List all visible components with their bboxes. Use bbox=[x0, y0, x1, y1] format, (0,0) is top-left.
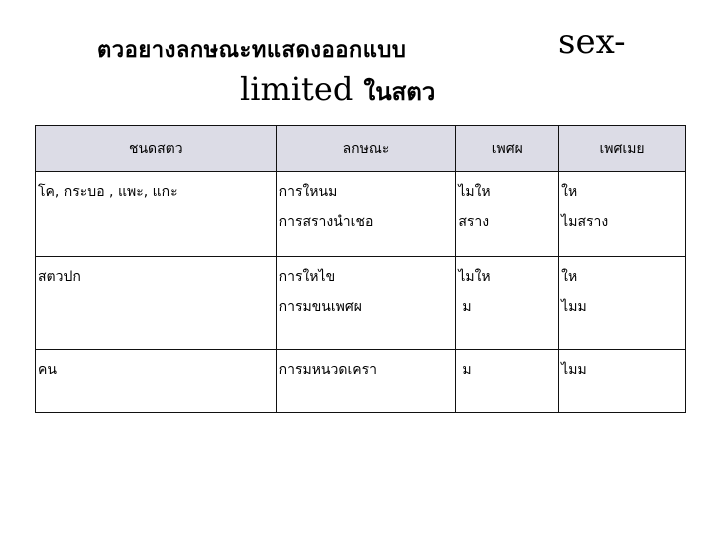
title-limited-word: limited bbox=[240, 70, 354, 108]
female-value: ไมม bbox=[561, 362, 587, 378]
male-value: สราง bbox=[458, 214, 490, 230]
trait-line: การมหนวดเครา bbox=[278, 362, 377, 378]
header-male: เพศผ bbox=[456, 126, 559, 172]
cell-trait bbox=[276, 350, 456, 413]
trait-line: การใหไข bbox=[278, 269, 336, 285]
table-row bbox=[36, 350, 686, 413]
female-value: ให bbox=[561, 184, 578, 200]
cell-animal bbox=[36, 257, 277, 350]
header-animal-type: ชนดสตว bbox=[36, 126, 277, 172]
title-line-1: ตวอยางลกษณะทแสดงออกแบบ bbox=[97, 38, 407, 63]
male-value: ไมให bbox=[458, 184, 491, 200]
male-value: ม bbox=[462, 362, 472, 378]
female-value: ให bbox=[561, 269, 578, 285]
table-header-row bbox=[36, 126, 686, 172]
cell-male bbox=[456, 350, 559, 413]
animal-label: สตวปก bbox=[38, 269, 81, 285]
title-line-2-thai: ในสตว bbox=[363, 78, 436, 106]
male-value: ม bbox=[462, 299, 472, 315]
cell-female bbox=[559, 350, 686, 413]
female-value: ไมสราง bbox=[561, 214, 609, 230]
table-row bbox=[36, 172, 686, 257]
cell-animal bbox=[36, 172, 277, 257]
trait-line: การมขนเพศผ bbox=[278, 299, 362, 315]
table-row bbox=[36, 257, 686, 350]
cell-trait bbox=[276, 172, 456, 257]
cell-trait bbox=[276, 257, 456, 350]
header-female: เพศเมย bbox=[559, 126, 686, 172]
male-value: ไมให bbox=[458, 269, 491, 285]
cell-female bbox=[559, 172, 686, 257]
animal-label: คน bbox=[38, 362, 57, 378]
cell-male bbox=[456, 172, 559, 257]
female-value: ไมม bbox=[561, 299, 587, 315]
title-line-2 bbox=[240, 70, 435, 111]
cell-male bbox=[456, 257, 559, 350]
header-trait: ลกษณะ bbox=[276, 126, 456, 172]
trait-line: การใหนม bbox=[278, 184, 338, 200]
trait-line: การสรางนำเชอ bbox=[278, 214, 374, 230]
cell-female bbox=[559, 257, 686, 350]
title-sex-word: sex- bbox=[558, 22, 626, 62]
cell-animal bbox=[36, 350, 277, 413]
animal-label: โค, กระบอ , แพะ, แกะ bbox=[38, 184, 178, 200]
comparison-table bbox=[35, 125, 686, 413]
